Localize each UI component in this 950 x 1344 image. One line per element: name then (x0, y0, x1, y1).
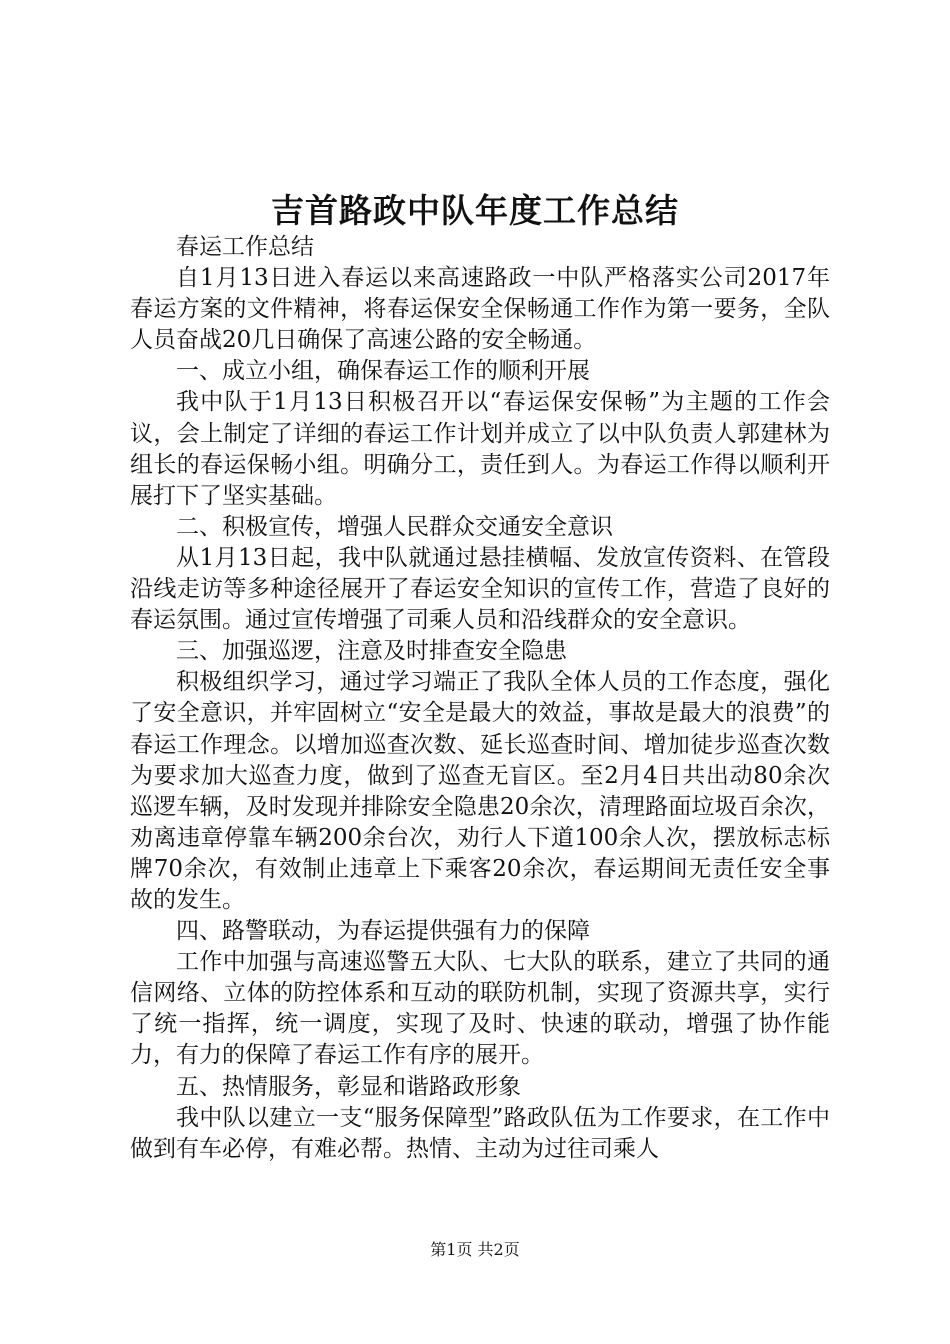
page-number: 第1页 共2页 (430, 1240, 520, 1259)
section-heading: 一、成立小组，确保春运工作的顺利开展 (176, 358, 590, 385)
paragraph: 从1月13日起，我中队就通过悬挂横幅、发放宣传资料、在管段沿线走访等多种途径展开了春运安全知识的宣传工作，营造了良好的春运氛围。通过宣传增强了司乘人员和沿线群众的安全意识。 (130, 544, 830, 634)
document-title: 吉首路政中队年度工作总结 (271, 191, 679, 230)
document-body (130, 232, 830, 1165)
section-heading: 春运工作总结 (176, 234, 314, 260)
paragraph: 自1月13日进入春运以来高速路政一中队严格落实公司2017年春运方案的文件精神，将春运保安全保畅通工作作为第一要务，全队人员奋战20几日确保了高速公路的安全畅通。 (130, 265, 830, 354)
paragraph: 工作中加强与高速巡警五大队、七大队的联系，建立了共同的通信网络、立体的防控体系和互动的联防机制，实现了资源共享，实行了统一指挥，统一调度，实现了及时、快速的联动，增强了协作能力，有力的保障了春运工作有序的展开。 (130, 949, 830, 1069)
section-heading: 三、加强巡逻，注意及时排查安全隐患 (176, 638, 567, 665)
paragraph: 我中队以建立一支“服务保障型”路政队伍为工作要求，在工作中做到有车必停，有难必帮。热情、主动为过往司乘人 (130, 1104, 830, 1162)
paragraph: 我中队于1月13日积极召开以“春运保安保畅”为主题的工作会议，会上制定了详细的春运工作计划并成立了以中队负责人郭建林为组长的春运保畅小组。明确分工，责任到人。为春运工作得以顺利开展打下了坚实基础。 (130, 389, 830, 509)
section-heading: 四、路警联动，为春运提供强有力的保障 (176, 918, 590, 945)
paragraph: 积极组织学习，通过学习端正了我队全体人员的工作态度，强化了安全意识，并牢固树立“安全是最大的效益，事故是最大的浪费”的春运工作理念。以增加巡查次数、延长巡查时间、增加徒步巡查次数为要求加大巡查力度，做到了巡查无盲区。至2月4日共出动80余次巡逻车辆，及时发现并排除安全隐患20余次，清理路面垃圾百余次，劝离违章停靠车辆200余台次，劝行人下道100余人次，摆放标志标牌70余次，有效制止违章上下乘客20余次，春运期间无责任安全事故的发生。 (130, 669, 830, 913)
section-heading: 五、热情服务，彰显和谐路政形象 (176, 1073, 521, 1100)
section-heading: 二、积极宣传，增强人民群众交通安全意识 (176, 513, 613, 540)
